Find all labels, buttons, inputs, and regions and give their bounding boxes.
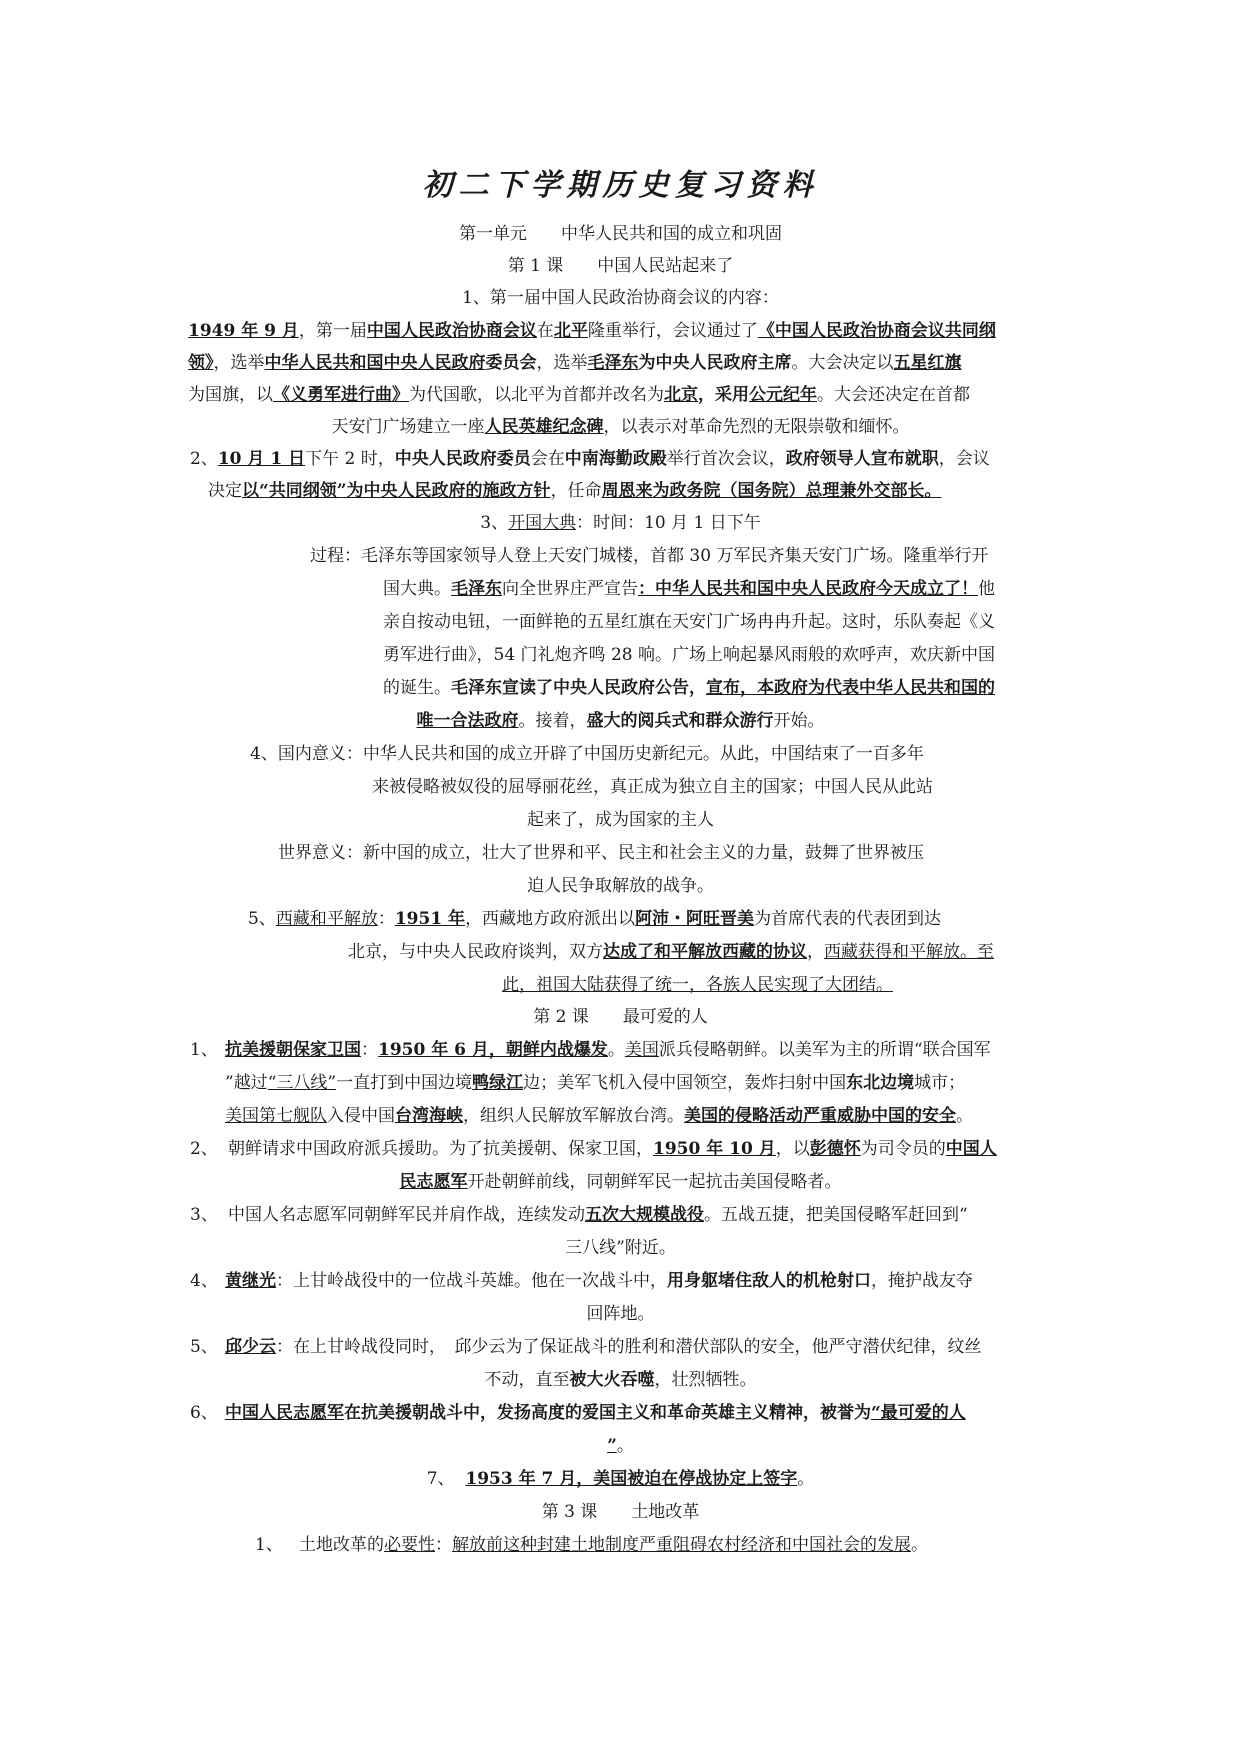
text: 入侵中国 <box>327 1106 395 1126</box>
paragraph-line <box>0 710 1241 732</box>
text: 一直打到中国边境 <box>336 1073 473 1093</box>
text: 为中央人民政府主席 <box>638 353 792 373</box>
text: 朝鲜请求中国政府派兵援助。为了抗美援朝、保家卫国， <box>228 1139 653 1159</box>
paragraph-line <box>225 1072 965 1094</box>
key-term: 中华人民共和国中央人民政府 <box>264 353 486 373</box>
text: 开赴朝鲜前线，同朝鲜军民一起抗击美国侵略者。 <box>467 1172 842 1192</box>
text: ： <box>361 1040 378 1060</box>
list-number: 4、 <box>190 1271 218 1291</box>
text: 。大会还决定在首都 <box>817 385 970 405</box>
key-term: 1953 年 7 月，美国被迫在停战协定上签字 <box>465 1469 798 1489</box>
lesson-heading: 第 3 课 土地改革 <box>541 1502 700 1522</box>
text: 举行首次会议， <box>666 449 786 469</box>
paragraph-line <box>188 320 996 342</box>
paragraph-line <box>0 1435 1241 1457</box>
key-term: 此，祖国大陆获得了统一，各族人民实现了大团结。 <box>502 975 893 995</box>
paragraph-line <box>225 1336 982 1358</box>
text: 他 <box>978 579 995 599</box>
key-term: “三八线” <box>267 1073 337 1093</box>
key-term: 领》 <box>188 353 214 373</box>
text: ，掩护战友夺 <box>871 1271 973 1291</box>
key-term: 宣布，本政府为代表中华人民共和国的 <box>706 678 995 698</box>
text: 向全世界庄严宣告 <box>502 579 638 599</box>
key-term: 西藏和平解放 <box>275 909 378 929</box>
text: 。五战五捷，把美国侵略军赶回到“ <box>704 1205 968 1225</box>
text: ，以表示对革命先烈的无限崇敬和缅怀。 <box>603 417 910 437</box>
text: 5、 <box>248 909 276 929</box>
key-term: 邱少云 <box>225 1337 276 1357</box>
key-term: “最可爱的人 <box>871 1403 966 1423</box>
paragraph-line <box>348 941 994 963</box>
key-term: 周恩来为政务院（国务院）总理兼外交部长。 <box>601 481 942 501</box>
document-title: 初二下学期历史复习资料 <box>422 168 819 203</box>
lesson-heading: 第 1 课 中国人民站起来了 <box>507 256 734 276</box>
text: 。 <box>911 1535 929 1555</box>
list-number: 1、 <box>190 1040 218 1060</box>
text: ，壮烈牺牲。 <box>654 1370 757 1390</box>
paragraph-line <box>188 384 970 406</box>
text: 下午 2 时， <box>305 449 395 469</box>
key-term: 抗美援朝保家卫国 <box>225 1040 361 1060</box>
text: 为司令员的 <box>860 1139 946 1159</box>
key-term: 1950 年 6 月，朝鲜内战爆发 <box>378 1040 608 1060</box>
list-number: 7、 <box>426 1469 455 1489</box>
text: ：在上甘岭战役同时， 邱少云为了保证战斗的胜利和潜伏部队的安全，他严守潜伏纪律，纹丝 <box>276 1337 982 1357</box>
key-term: 黄继光 <box>225 1271 276 1291</box>
date-text: 1950 年 10 月 <box>653 1139 776 1159</box>
paragraph-line <box>188 352 962 374</box>
key-term: 美国 <box>624 1040 659 1060</box>
key-term: 台湾海峡 <box>395 1106 463 1126</box>
text: 。接着， <box>518 711 587 731</box>
key-term: 阿沛・阿旺晋美 <box>635 909 755 929</box>
text: 为国旗，以 <box>188 385 273 405</box>
paragraph-line <box>228 1138 997 1160</box>
text: 为代国歌，以北平为首都并改名为 <box>409 385 664 405</box>
text: 2、 <box>190 449 218 469</box>
date-text: 1949 年 9 月 <box>188 321 299 341</box>
text: ”越过 <box>225 1073 268 1093</box>
text: 。 <box>607 1040 625 1060</box>
text: 3、 <box>480 513 509 533</box>
key-term: 以“共同纲领”为中央人民政府的施政方针 <box>242 481 551 501</box>
text: ，会议 <box>938 449 990 469</box>
key-term: 人民英雄纪念碑 <box>484 417 604 437</box>
key-term: 鸭绿江 <box>472 1073 524 1093</box>
key-term: 东北边境 <box>846 1073 915 1093</box>
paragraph-line: 世界意义：新中国的成立，壮大了世界和平、民主和社会主义的力量，鼓舞了世界被压 <box>278 843 924 863</box>
unit-heading: 第一单元 中华人民共和国的成立和巩固 <box>459 224 782 244</box>
paragraph-line <box>0 512 1241 534</box>
key-term: 北京 <box>664 385 698 405</box>
key-term: 中南海勤政殿 <box>564 449 667 469</box>
date-text: 1951 年 <box>394 909 466 929</box>
paragraph-line <box>383 677 995 699</box>
paragraph-line: 勇军进行曲》，54 门礼炮齐鸣 28 响。广场上响起暴风雨般的欢呼声，欢庆新中国 <box>383 645 995 665</box>
lesson-heading: 第 2 课 最可爱的人 <box>533 1007 708 1027</box>
paragraph-line <box>0 416 1241 438</box>
key-term: 美国第七舰队 <box>225 1106 327 1126</box>
paragraph-line <box>0 1171 1241 1193</box>
paragraph-line <box>0 1468 1241 1490</box>
text: 城市； <box>914 1073 966 1093</box>
text: 开始。 <box>773 711 825 731</box>
key-term: 北平 <box>553 321 588 341</box>
paragraph-line: 亲自按动电钮，一面鲜艳的五星红旗在天安门广场冉冉升起。这时，乐队奏起《义 <box>383 612 995 632</box>
paragraph-line <box>255 1534 928 1556</box>
list-number: 1、 <box>255 1535 283 1555</box>
text: 在 <box>536 321 554 341</box>
paragraph-line <box>383 578 995 600</box>
paragraph-line <box>225 1105 973 1127</box>
list-number: 5、 <box>190 1337 218 1357</box>
text: 。 <box>797 1469 815 1489</box>
list-number: 2、 <box>190 1139 218 1159</box>
key-term: 政府领导人宣布就职 <box>785 449 939 469</box>
paragraph-line: 来被侵略被奴役的屈辱丽花丝，真正成为独立自主的国家；中国人民从此站 <box>372 777 933 797</box>
key-term: 开国大典 <box>508 513 577 533</box>
paragraph-line <box>502 974 893 996</box>
text: ，以 <box>775 1139 810 1159</box>
text: 边；美军飞机入侵中国领空，轰炸扫射中国 <box>523 1073 847 1093</box>
paragraph-line: 起来了，成为国家的主人 <box>527 810 714 830</box>
paragraph-line: 过程：毛泽东等国家领导人登上天安门城楼，首都 30 万军民齐集天安门广场。隆重举行开 <box>310 546 989 566</box>
paragraph-line <box>225 1270 973 1292</box>
key-term: 中国人 <box>945 1139 997 1159</box>
key-term: 彭德怀 <box>809 1139 861 1159</box>
key-term: 唯一合法政府 <box>416 711 519 731</box>
text: ：上甘岭战役中的一位战斗英雄。他在一次战斗中， <box>276 1271 667 1291</box>
key-term: 毛泽东宣读了中央人民政府公告， <box>451 678 706 698</box>
text: ：时间：10 月 1 日下午 <box>576 513 761 533</box>
text: ，选举 <box>213 353 265 373</box>
paragraph-line <box>190 448 990 470</box>
key-term: 解放前这种封建土地制度严重阻碍农村经济和中国社会的发展 <box>452 1535 912 1555</box>
paragraph-line <box>248 908 941 930</box>
key-term: 美国的侵略活动严重威胁中国的安全 <box>684 1106 956 1126</box>
text: 会在 <box>530 449 565 469</box>
text: ，任命 <box>550 481 602 501</box>
list-number: 3、 <box>190 1205 218 1225</box>
text: 派兵侵略朝鲜。以美军为主的所谓“联合国军 <box>658 1040 991 1060</box>
key-term: 中国人民政治协商会议 <box>366 321 537 341</box>
key-term: 《中国人民政治协商会议共同纲 <box>757 321 996 341</box>
key-term: 被大火吞噬 <box>569 1370 655 1390</box>
text: 中国人名志愿军同朝鲜军民并肩作战，连续发动 <box>228 1205 585 1225</box>
date-text: 10 月 1 日 <box>217 449 306 469</box>
text: 。 <box>956 1106 973 1126</box>
text: ： <box>377 909 395 929</box>
text: ， <box>807 942 824 962</box>
key-term: 用身躯堵住敌人的机枪射口 <box>667 1271 871 1291</box>
text: 天安门广场建立一座 <box>331 417 485 437</box>
text: 隆重举行，会议通过了 <box>587 321 758 341</box>
key-term: 毛泽东 <box>451 579 502 599</box>
key-term: 盛大的阅兵式和群众游行 <box>586 711 774 731</box>
key-term: ：中华人民共和国中央人民政府今天成立了！ <box>638 579 978 599</box>
text: ，组织人民解放军解放台湾。 <box>463 1106 684 1126</box>
key-term: 必要性 <box>384 1535 436 1555</box>
text: 不动，直至 <box>484 1370 570 1390</box>
text: 委员会 <box>485 353 537 373</box>
paragraph-line: 回阵地。 <box>586 1304 655 1324</box>
text: 决定 <box>208 481 242 501</box>
paragraph-line: 三八线”附近。 <box>565 1238 676 1258</box>
key-term: 《义勇军进行曲》 <box>273 385 409 405</box>
key-term: 民志愿军 <box>399 1172 468 1192</box>
key-term: ” <box>607 1436 617 1456</box>
section-heading: 1、第一届中国人民政治协商会议的内容： <box>462 288 779 308</box>
key-term: 中央人民政府委员 <box>394 449 531 469</box>
text: 的诞生。 <box>383 678 451 698</box>
paragraph-line <box>208 480 942 502</box>
text: 国大典。 <box>383 579 451 599</box>
text: 北京，与中央人民政府谈判，双方 <box>348 942 603 962</box>
paragraph-line: 4、国内意义：中华人民共和国的成立开辟了中国历史新纪元。从此，中国结束了一百多年 <box>250 744 924 764</box>
key-term: 在抗美援朝战斗中，发扬高度的爱国主义和革命英雄主义精神，被誉为 <box>344 1403 871 1423</box>
paragraph-line <box>225 1039 991 1061</box>
text: ，西藏地方政府派出以 <box>465 909 636 929</box>
text: 为首席代表的代表团到达 <box>754 909 942 929</box>
key-term: 公元纪年 <box>749 385 817 405</box>
paragraph-line <box>228 1204 968 1226</box>
key-term: 毛泽东 <box>587 353 639 373</box>
text: ，采用 <box>698 385 749 405</box>
text: ： <box>435 1535 453 1555</box>
text: 。大会决定以 <box>791 353 894 373</box>
key-term: 中国人民志愿军 <box>225 1403 344 1423</box>
paragraph-line: 迫人民争取解放的战争。 <box>527 876 714 896</box>
text: 土地改革的 <box>299 1535 385 1555</box>
key-term: 五星红旗 <box>893 353 962 373</box>
text: 。 <box>616 1436 634 1456</box>
key-term: 西藏获得和平解放。至 <box>824 942 994 962</box>
paragraph-line <box>225 1402 966 1424</box>
list-number: 6、 <box>190 1403 218 1423</box>
text: ，第一届 <box>298 321 367 341</box>
paragraph-line <box>0 1369 1241 1391</box>
text: ，选举 <box>536 353 588 373</box>
key-term: 五次大规模战役 <box>585 1205 704 1225</box>
key-term: 达成了和平解放西藏的协议 <box>603 942 807 962</box>
